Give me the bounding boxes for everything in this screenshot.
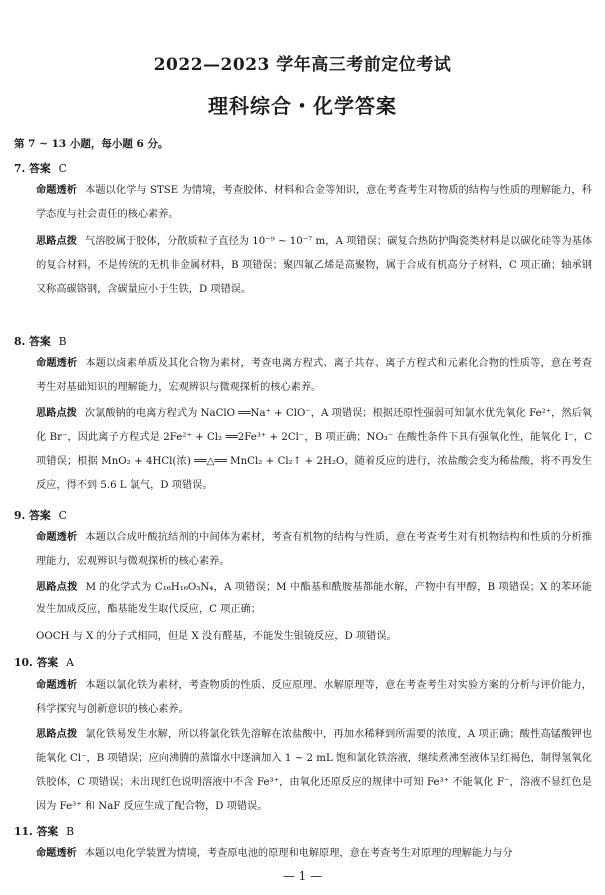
exam-subtitle: 理科综合・化学答案: [208, 94, 397, 118]
question-8-analysis: [36, 352, 592, 400]
question-9-analysis: [36, 526, 592, 574]
question-8-answer: [14, 334, 67, 349]
answer-label: 答案: [29, 335, 51, 348]
analysis-label: 命题透析: [36, 185, 78, 196]
answer-value: C: [58, 509, 67, 522]
question-number: 8.: [14, 335, 26, 348]
answer-label: 答案: [36, 825, 59, 838]
answer-value: C: [58, 162, 67, 175]
answer-label: 答案: [36, 656, 59, 669]
hint-text: M 的化学式为 C₁₆H₁₆O₃N₄，A 项错误；M 中酯基和酰胺基都能水解，产物中有甲醇，B 项错误；X 的苯环能发生加成反应，酯基能发生取代反应，C 项正确；: [36, 582, 592, 615]
question-10-answer: [14, 655, 74, 670]
page-number: — 1 —: [282, 869, 323, 883]
answer-label: 答案: [29, 162, 51, 175]
answer-label: 答案: [29, 509, 51, 522]
analysis-text: 本题以卤素单质及其化合物为素材，考查电离方程式、离子共存、离子方程式和元素化合物的性质等，意在考查考生对基础知识的理解能力，宏观辨识与微观探析的核心素养。: [36, 358, 592, 393]
question-7-hint: [36, 230, 592, 302]
hint-label: 思路点拨: [36, 582, 78, 593]
question-9-hint: [36, 577, 592, 621]
analysis-text: 本题以氯化铁为素材，考查物质的性质、反应原理、水解原理等，意在考查考生对实验方案的分析与评价能力，科学探究与创新意识的核心素养。: [36, 680, 592, 715]
question-11-analysis: [36, 842, 592, 866]
analysis-text: 本题以化学与 STSE 为情境，考查胶体、材料和合金等知识，意在考查考生对物质的结构与性质的理解能力，科学态度与社会责任的核心素养。: [36, 185, 592, 220]
question-7-analysis: [36, 179, 592, 227]
question-number: 9.: [14, 509, 26, 522]
question-7-answer: [14, 161, 67, 176]
question-9-hint-continued: [36, 626, 592, 648]
analysis-text: 本题以合成叶酸抗结剂的中间体为素材，考查有机物的结构与性质，意在考查考生对有机物结构和性质的分析推理能力，宏观辨识与微观探析的核心素养。: [36, 532, 592, 567]
hint-label: 思路点拨: [36, 408, 77, 419]
answer-value: B: [66, 825, 75, 838]
analysis-label: 命题透析: [36, 848, 77, 859]
question-number: 7.: [14, 162, 26, 175]
question-number: 11.: [14, 825, 33, 838]
answer-value: B: [58, 335, 67, 348]
question-10-analysis: [36, 674, 592, 722]
hint-text-continued: OOCH 与 X 的分子式相同，但是 X 没有醛基，不能发生银镜反应，D 项错误。: [36, 631, 397, 642]
analysis-text: 本题以电化学装置为情境，考查原电池的原理和电解原理，意在考查考生对原理的理解能力与分: [84, 848, 513, 859]
question-10-hint: [36, 723, 592, 819]
question-11-answer: [14, 824, 74, 839]
hint-label: 思路点拨: [36, 729, 78, 740]
question-number: 10.: [14, 656, 33, 669]
analysis-label: 命题透析: [36, 532, 78, 543]
intro-note: 第 7 ~ 13 小题，每小题 6 分。: [14, 138, 169, 150]
hint-text: 氯化铁易发生水解，所以将氯化铁先溶解在浓盐酸中，再加水稀释到所需要的浓度，A 项正确；酸性高锰酸钾也能氧化 Cl⁻，B 项错误；应向沸腾的蒸馏水中逐滴加入 1 ~ 2 mL 饱和氯化铁溶液，继续煮沸至液体呈红褐色，制得氢氧化铁胶体，C 项错误；未出现红色说明溶液中不含 Fe³⁺，由氧化还原反应的规律中可知 Fe³⁺ 不能氧化 F⁻，溶液不显红色是因为 Fe³⁺ 和 NaF 反应生成了配合物，D 项错误。: [36, 729, 593, 812]
answer-value: A: [66, 656, 74, 669]
analysis-label: 命题透析: [36, 358, 78, 369]
question-8-hint: [36, 402, 592, 498]
exam-title: 2022—2023 学年高三考前定位考试: [153, 55, 452, 75]
question-9-answer: [14, 508, 67, 523]
analysis-label: 命题透析: [36, 680, 78, 691]
hint-text: 次氯酸钠的电离方程式为 NaClO ══Na⁺ + ClO⁻，A 项错误；根据还原性强弱可知氯水优先氧化 Fe²⁺，然后氧化 Br⁻，因此离子方程式是 2Fe²⁺ + Cl₂ ══2Fe³⁺ + 2Cl⁻，B 项正确；NO₃⁻ 在酸性条件下具有强氧化性，能氧化 I⁻，C 项错误；根据 MnO₂ + 4HCl(浓) ══△══ MnCl₂ + Cl₂↑ + 2H₂O，随着反应的进行，浓盐酸会变为稀盐酸，将不再发生反应，得不到 5.6 L 氯气，D 项错误。: [36, 408, 592, 491]
hint-text: 气溶胶属于胶体，分散质粒子直径为 10⁻⁹ ~ 10⁻⁷ m，A 项错误；碳复合热防护陶瓷类材料是以碳化硅等为基体的复合材料，不是传统的无机非金属材料，B 项错误；聚四氟乙烯是高聚物，属于合成有机高分子材料，C 项正确；轴承钢又称高碳铬钢，含碳量应小于生铁，D 项错误。: [36, 236, 593, 295]
hint-label: 思路点拨: [36, 236, 77, 247]
